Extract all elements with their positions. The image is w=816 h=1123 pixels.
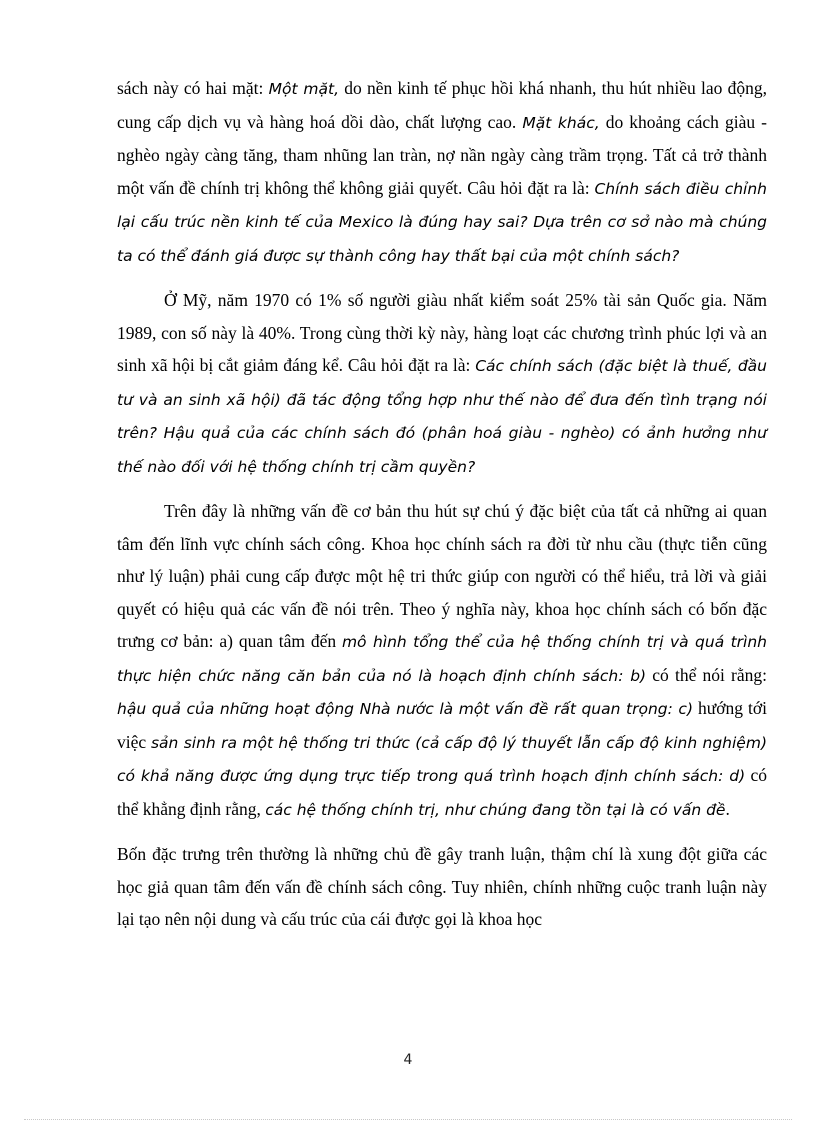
p3-text-1: Trên đây là những vấn đề cơ bản thu hút sự chú ý đặc biệt của tất cả những ai quan tâm đến lĩnh vực chính sách công. Khoa học chính sách ra đời từ nhu cầu (thực tiễn cũng như lý luận) phải cung cấp được một hệ tri thức giúp con người có thể hiểu, trả lời và giải quyết có hiệu quả các vấn đề nói trên. Theo ý nghĩa này, khoa học chính sách có bốn đặc trưng cơ bản: a) quan tâm đến bbox=[117, 501, 767, 651]
paragraph-3 bbox=[117, 495, 767, 826]
p4-text-1: Bốn đặc trưng trên thường là những chủ đề gây tranh luận, thậm chí là xung đột giữa các học giả quan tâm đến vấn đề chính sách công. Tuy nhiên, chính những cuộc tranh luận này lại tạo nên nội dung và cấu trúc của cái được gọi là khoa học bbox=[117, 844, 767, 929]
p3-italic-3: sản sinh ra một hệ thống tri thức (cả cấp độ lý thuyết lẫn cấp độ kinh nghiệm) có khả năng được ứng dụng trực tiếp trong quá trình hoạch định chính sách: d) bbox=[117, 733, 767, 785]
p3-italic-1: mô hình tổng thể của hệ thống chính trị và quá trình thực hiện chức năng căn bản của nó là hoạch định chính sách: b) bbox=[117, 633, 768, 685]
paragraph-1 bbox=[117, 72, 767, 272]
p3-text-4: có thể khẳng định rằng, bbox=[117, 765, 767, 819]
p1-text-1: sách này có hai mặt: bbox=[117, 78, 269, 98]
p3-text-2: có thể nói rằng: bbox=[646, 664, 768, 685]
paragraph-2 bbox=[117, 284, 767, 483]
paragraph-4 bbox=[117, 838, 767, 936]
document-body bbox=[117, 72, 767, 936]
p2-text-1: Ở Mỹ, năm 1970 có 1% số người giàu nhất kiểm soát 25% tài sản Quốc gia. Năm 1989, con số này là 40%. Trong cùng thời kỳ này, hàng loạt các chương trình phúc lợi và an sinh xã hội bị cắt giảm đáng kể. Câu hỏi đặt ra là: bbox=[117, 290, 767, 375]
p1-italic-1: Một mặt, bbox=[268, 80, 340, 98]
page-bottom-edge bbox=[24, 1119, 792, 1120]
p3-italic-4: các hệ thống chính trị, như chúng đang tồn tại là có vấn đề bbox=[265, 800, 726, 819]
p1-italic-question: Chính sách điều chỉnh lại cấu trúc nền kinh tế của Mexico là đúng hay sai? Dựa trên cơ sở nào mà chúng ta có thể đánh giá được sự thành công hay thất bại của một chính sách? bbox=[117, 179, 767, 265]
p1-text-3: do khoảng cách giàu - nghèo ngày càng tăng, tham nhũng lan tràn, nợ nần ngày càng trầm trọng. Tất cả trở thành một vấn đề chính trị không thể không giải quyết. Câu hỏi đặt ra là: bbox=[117, 111, 767, 198]
p1-text-2: do nền kinh tế phục hồi khá nhanh, thu hút nhiều lao động, cung cấp dịch vụ và hàng hoá dồi dào, chất lượng cao. bbox=[117, 78, 768, 132]
p2-italic-question: Các chính sách (đặc biệt là thuế, đầu tư và an sinh xã hội) đã tác động tổng hợp như thế nào để đưa đến tình trạng nói trên? Hậu quả của các chính sách đó (phân hoá giàu - nghèo) có ảnh hưởng như thế nào đối với hệ thống chính trị cầm quyền? bbox=[117, 357, 767, 476]
p3-italic-2: hậu quả của những hoạt động Nhà nước là một vấn đề rất quan trọng: c) bbox=[117, 700, 693, 718]
p3-text-5: . bbox=[725, 798, 730, 819]
p1-italic-2: Mặt khác, bbox=[522, 113, 600, 132]
page-number: 4 bbox=[403, 1052, 413, 1068]
p3-text-3: hướng tới việc bbox=[117, 698, 768, 752]
